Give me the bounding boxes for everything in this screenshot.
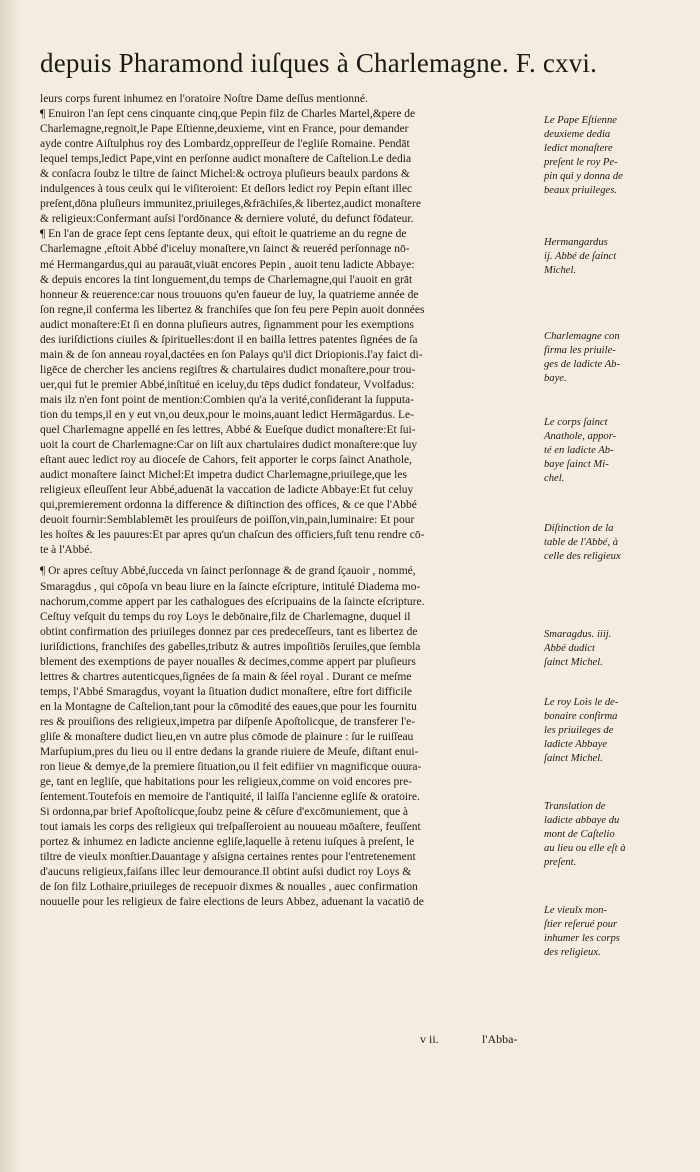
text-line: qui,premierement ordonna la difference & diſtinction des offices, & ce que l'Abbé	[40, 499, 417, 512]
text-line: des iuriſdictions ciuiles & ſpirituelles:dont il en bailla lettres patentes ſignées de ſa	[40, 333, 418, 346]
text-line: iuriſdictions, franchiſes des gabelles,tributz & autres impoſitiōs ſeruiles,que ſembla	[40, 640, 421, 653]
note-line: pin qui y donna de	[544, 171, 623, 182]
text-line: main & de ſon anneau royal,dactées en ſon Palays qu'il dict Driopionis.I'ay faict di-	[40, 348, 423, 361]
text-line: temps, l'Abbé Smaragdus, voyant la ſituation dudict monaſtere, eſtre fort difficile	[40, 685, 412, 698]
text-line: ron lieue & demye,de la premiere ſituation,ou il feit edifiier vn magnificque ouura-	[40, 761, 422, 774]
text-line: uer,qui fut le premier Abbé,inſtitué en iceluy,du tēps dudict fondateur, Vvolfadus:	[40, 378, 415, 391]
text-line: leurs corps furent inhumez en l'oratoire Noſtre Dame deſſus mentionné.	[40, 93, 368, 105]
note-line: ladicte Abbaye	[544, 739, 608, 750]
note-line: preſent.	[544, 857, 577, 868]
text-line: religieux eſleuſſent leur Abbé,aduenāt la vaccation de ladicte Abbaye:Et fut celuy	[40, 484, 414, 497]
text-line: portez & inhumez en ladicte ancienne egliſe,laquelle à retenu iuſques à preſent, le	[40, 836, 415, 849]
margin-note	[544, 236, 674, 278]
text-line: gliſe & monaſtere dudict lieu,en vn autre plus cōmode de plainure : ſur le ruiſſeau	[40, 730, 414, 743]
margin-note	[544, 522, 674, 564]
text-line: indulgences à tous ceulx qui le viſiteroient: Et deſlors ledict roy Pepin eſtant illec	[40, 183, 413, 196]
text-line: nachorum,comme appert par les cathalogues des eſcripuains de la ſaincte eſcripture.	[40, 595, 425, 608]
text-line: ¶ En l'an de grace ſept cens ſeptante deux, qui eſtoit le quatrieme an du regne de	[40, 228, 407, 241]
text-line: & depuis encores la tint longuement,du temps de Charlemagne,qui l'auoit en grāt	[40, 273, 413, 286]
paragraph-2	[40, 227, 538, 558]
margin-note	[544, 696, 674, 766]
text-line: lequel temps,ledict Pape,vint en perſonne audict monaſtere de Caſtelion.Le dedia	[40, 153, 412, 166]
note-line: ges de ladicte Ab-	[544, 359, 620, 370]
paragraph-3	[40, 564, 538, 910]
text-line: preſent,dōna pluſieurs immunitez,priuileges,&frāchiſes,& libertez,audict monaſtere	[40, 198, 421, 211]
text-line: ¶ Enuiron l'an ſept cens cinquante cinq,que Pepin filz de Charles Martel,&pere de	[40, 108, 416, 121]
text-line: Charlemagne ,eſtoit Abbé d'iceluy monaſtere,vn ſainct & reueréd perſonnage nō-	[40, 243, 410, 256]
note-line: table de l'Abbé, à	[544, 537, 619, 548]
note-line: ledict monaſtere	[544, 143, 613, 154]
note-line: ladicte abbaye du	[544, 815, 620, 826]
text-line: quel Charlemagne appellé en ſes lettres, Abbé & Eueſque dudict monaſtere:Et ſui-	[40, 424, 416, 437]
text-line: audict monaſtere ſainct Michel:Et impetra dudict Charlemagne,priuilege,que les	[40, 469, 407, 482]
text-line: Charlemagne,regnoit,le Pape Eſtienne,deuxieme, vint en France, pour demander	[40, 123, 409, 136]
running-header: depuis Pharamond iuſques à Charlemagne. F. cxvi.	[40, 48, 598, 78]
text-line: & conſacra ſoubz le tiltre de ſainct Michel:& octroya pluſieurs beaulx pardons &	[40, 168, 410, 181]
note-line: Michel.	[544, 265, 577, 276]
text-line: ge, tant en legliſe, que habitations pour les religieux,comme on void encores pre-	[40, 776, 413, 789]
margin-note	[544, 628, 674, 670]
note-line: bonaire confirma	[544, 711, 618, 722]
text-line: mé Hermangardus,qui au parauāt,viuāt encores Pepin , auoit tenu ladicte Abbaye:	[40, 258, 415, 271]
note-line: beaux priuileges.	[544, 185, 617, 196]
margin-note	[544, 904, 674, 960]
text-line: mais ilz n'en font point de mention:Combien qu'a la verité,conſiderant la ſupputa-	[40, 393, 414, 406]
text-line: te à l'Abbé.	[40, 544, 93, 557]
note-line: firma les priuile-	[544, 345, 616, 356]
note-line: les priuileges de	[544, 725, 614, 736]
text-line: & religieux:Confermant auſsi l'ordōnance & derniere voluté, du defunct fōdateur.	[40, 213, 414, 226]
note-line: ſainct Michel.	[544, 657, 603, 668]
note-line: Anathole, appor-	[544, 431, 617, 442]
text-line: ſentement.Toutefois en memoire de l'antiquité, il laiſſa l'ancienne egliſe & oratoire.	[40, 791, 420, 804]
text-line: nouuelle pour les religieux de faire elections de leurs Abbez, aduenant la vacatiō de	[40, 896, 424, 909]
margin-note	[544, 800, 674, 870]
text-line: tout iamais les corps des religieux qui treſpaſſeroient au nouueau mōaſtere, feuſſent	[40, 821, 421, 834]
text-line: Marſupium,pres du lieu ou il entre dedans la grande riuiere de Meuſe, diſtant enui-	[40, 746, 419, 759]
text-line: ayde contre Aiſtulphus roy des Lombardz,oppreſſeur de l'egliſe Romaine. Pendāt	[40, 138, 410, 151]
text-line: audict monaſtere:Et ſi en donna pluſieurs autres, ſignamment pour les exemptions	[40, 318, 414, 331]
note-line: celle des religieux	[544, 551, 621, 562]
text-line: en la Montagne de Caſtelion,tant pour la cōmodité des eaues,que pour les fournitu	[40, 700, 417, 713]
text-line: ¶ Or apres ceſtuy Abbé,ſucceda vn ſainct perſonnage & de grand ſçauoir , nommé,	[40, 565, 416, 578]
note-line: inhumer les corps	[544, 933, 620, 944]
note-line: ſainct Michel.	[544, 753, 603, 764]
note-line: Le Pape Eſtienne	[544, 115, 617, 126]
text-line: Si ordonna,par brief Apoſtolicque,ſoubz peine & cēſure d'excōmuniement, que à	[40, 806, 409, 819]
text-line: d'aucuns religieux,faiſans illec leur demourance.Il obtint auſsi dudict roy Loys &	[40, 866, 412, 879]
note-line: chel.	[544, 473, 565, 484]
text-line: deuoit fournir:Semblablemēt les prouiſeurs de poiſſon,vin,pain,luminaire: Et pour	[40, 514, 415, 527]
text-line: honneur & reuerence:car nous trouuons qu'en faueur de luy, la quatrieme année de	[40, 288, 419, 301]
note-line: Abbé dudict	[544, 643, 595, 654]
signature-mark: v ii.	[420, 1032, 439, 1046]
note-line: baye ſainct Mi-	[544, 459, 609, 470]
text-line: de ſon filz Lothaire,priuileges de recepuoir dixmes & noualles , auec confirmation	[40, 881, 418, 894]
note-line: Le roy Lois le de-	[544, 697, 619, 708]
note-line: ij. Abbé de ſainct	[544, 251, 617, 262]
text-line: tiltre de vieulx monſtier.Dauantage y aſsigna certaines rentes pour l'entretenement	[40, 851, 416, 864]
text-line: eſtant auec ledict roy au dioceſe de Cahors, feit apporter le corps ſainct Anathole,	[40, 454, 413, 467]
note-line: deuxieme dedia	[544, 129, 611, 140]
text-line: lettres & chartres autenticques,ſignées de ſa main & ſéel royal . Durant ce meſme	[40, 670, 412, 683]
note-line: au lieu ou elle eſt à	[544, 843, 626, 854]
note-line: té en ladicte Ab-	[544, 445, 614, 456]
note-line: Le vieulx mon-	[544, 905, 607, 916]
paragraph-1	[40, 107, 538, 227]
margin-note	[544, 114, 674, 198]
text-line: ſon regne,il conferma les libertez & franchiſes que ſon feu pere Pepin auoit données	[40, 303, 425, 316]
text-line: Ceſtuy veſquit du temps du roy Loys le debōnaire,filz de Charlemagne, duquel il	[40, 610, 411, 623]
note-line: Diſtinction de la	[544, 523, 614, 534]
note-line: Charlemagne con	[544, 331, 620, 342]
catchword: l'Abba-	[482, 1032, 518, 1046]
note-line: Smaragdus. iiij.	[544, 629, 612, 640]
note-line: des religieux.	[544, 947, 601, 958]
main-text-column	[40, 92, 538, 911]
text-line: obtint confirmation des priuileges donnez par ces predeceſſeurs, tant es libertez de	[40, 625, 418, 638]
text-line: ligēce de chercher les anciens regiſtres & chartulaires dudict monaſtere,pour trou-	[40, 363, 416, 376]
text-line: res & prouiſions des religieux,impetra par diſpenſe Apoſtolicque, de transferer l'e-	[40, 715, 416, 728]
note-line: Hermangardus	[544, 237, 608, 248]
note-line: Le corps ſainct	[544, 417, 608, 428]
margin-note	[544, 330, 674, 386]
text-line: blement des exemptions de payer noualles & decimes,comme appert par pluſieurs	[40, 655, 416, 668]
margin-note	[544, 416, 674, 486]
note-line: Translation de	[544, 801, 606, 812]
text-line: uoit la court de Charlemagne:Car on liſt aux chartulaires dudict monaſtere:que luy	[40, 439, 418, 452]
note-line: ſtier reſerué pour	[544, 919, 618, 930]
note-line: mont de Caſtelio	[544, 829, 615, 840]
paragraph-0	[40, 92, 538, 107]
note-line: baye.	[544, 373, 567, 384]
text-line: Smaragdus , qui cōpoſa vn beau liure en la ſaincte eſcripture, intitulé Diadema mo-	[40, 580, 421, 593]
text-line: les hoſtes & les pauures:Et par apres qu'un chaſcun des officiers,fuſt tenu rendre cō-	[40, 529, 425, 542]
note-line: preſent le roy Pe-	[544, 157, 618, 168]
page-gutter-shadow	[0, 0, 22, 1172]
text-line: tion du temps,il en y eut vn,ou deux,pour le moins,auant ledict Hermāgardus. Le-	[40, 408, 414, 421]
